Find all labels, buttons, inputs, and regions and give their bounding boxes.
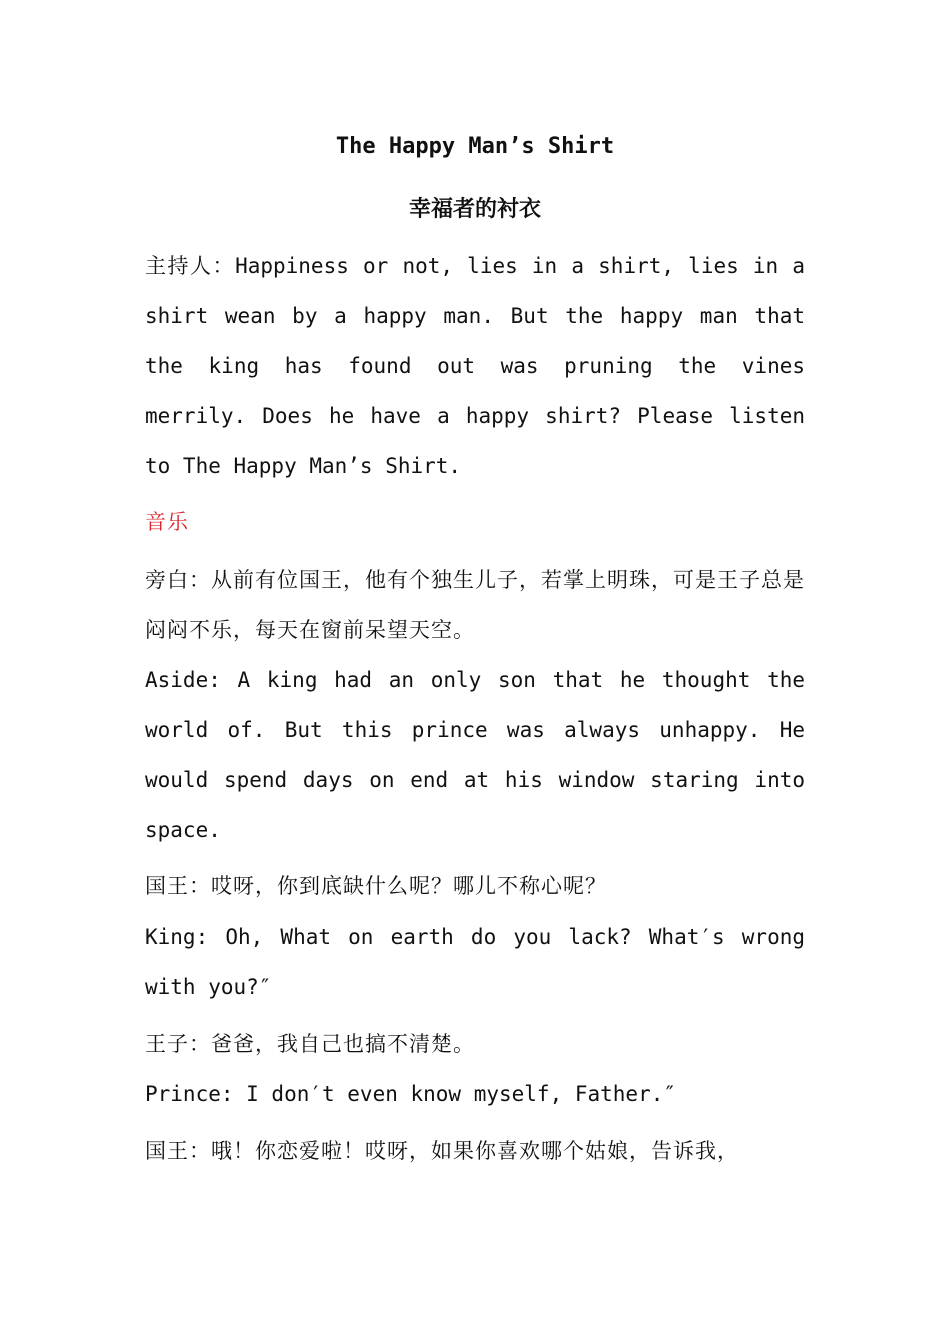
host-intro-text: Happiness or not, lies in a shirt, lies in a shirt wean by a happy man. But the happy man that the king has found out was pruning the vines merrily. Does he have a happy shirt? Please listen to The Happy Man’s Shirt. [145,254,805,478]
host-speaker-label: 主持人： [145,254,236,278]
music-cue: 音乐 [145,510,189,534]
aside-english-paragraph: Aside: A king had an only son that he thought the world of. But this prince was always unhappy. He would spend days on end at his window staring into space. [145,668,805,842]
king-chinese-line: 国王：哎呀，你到底缺什么呢？哪儿不称心呢？ [145,874,607,898]
prince-chinese-line: 王子：爸爸，我自己也搞不清楚。 [145,1032,475,1056]
king-english-line: King: Oh, What on earth do you lack? What′s wrong with you?″ [145,925,805,999]
title-english: The Happy Man’s Shirt [335,134,615,159]
king-chinese-line-2: 国王：哦！你恋爱啦！哎呀，如果你喜欢哪个姑娘，告诉我， [145,1139,739,1163]
host-intro-paragraph [145,241,805,491]
aside-chinese-paragraph: 旁白：从前有位国王，他有个独生儿子，若掌上明珠，可是王子总是闷闷不乐，每天在窗前呆望天空。 [145,568,805,642]
title-chinese: 幸福者的衬衣 [408,197,541,222]
prince-english-line: Prince: I don′t even know myself, Father.″ [145,1082,677,1106]
